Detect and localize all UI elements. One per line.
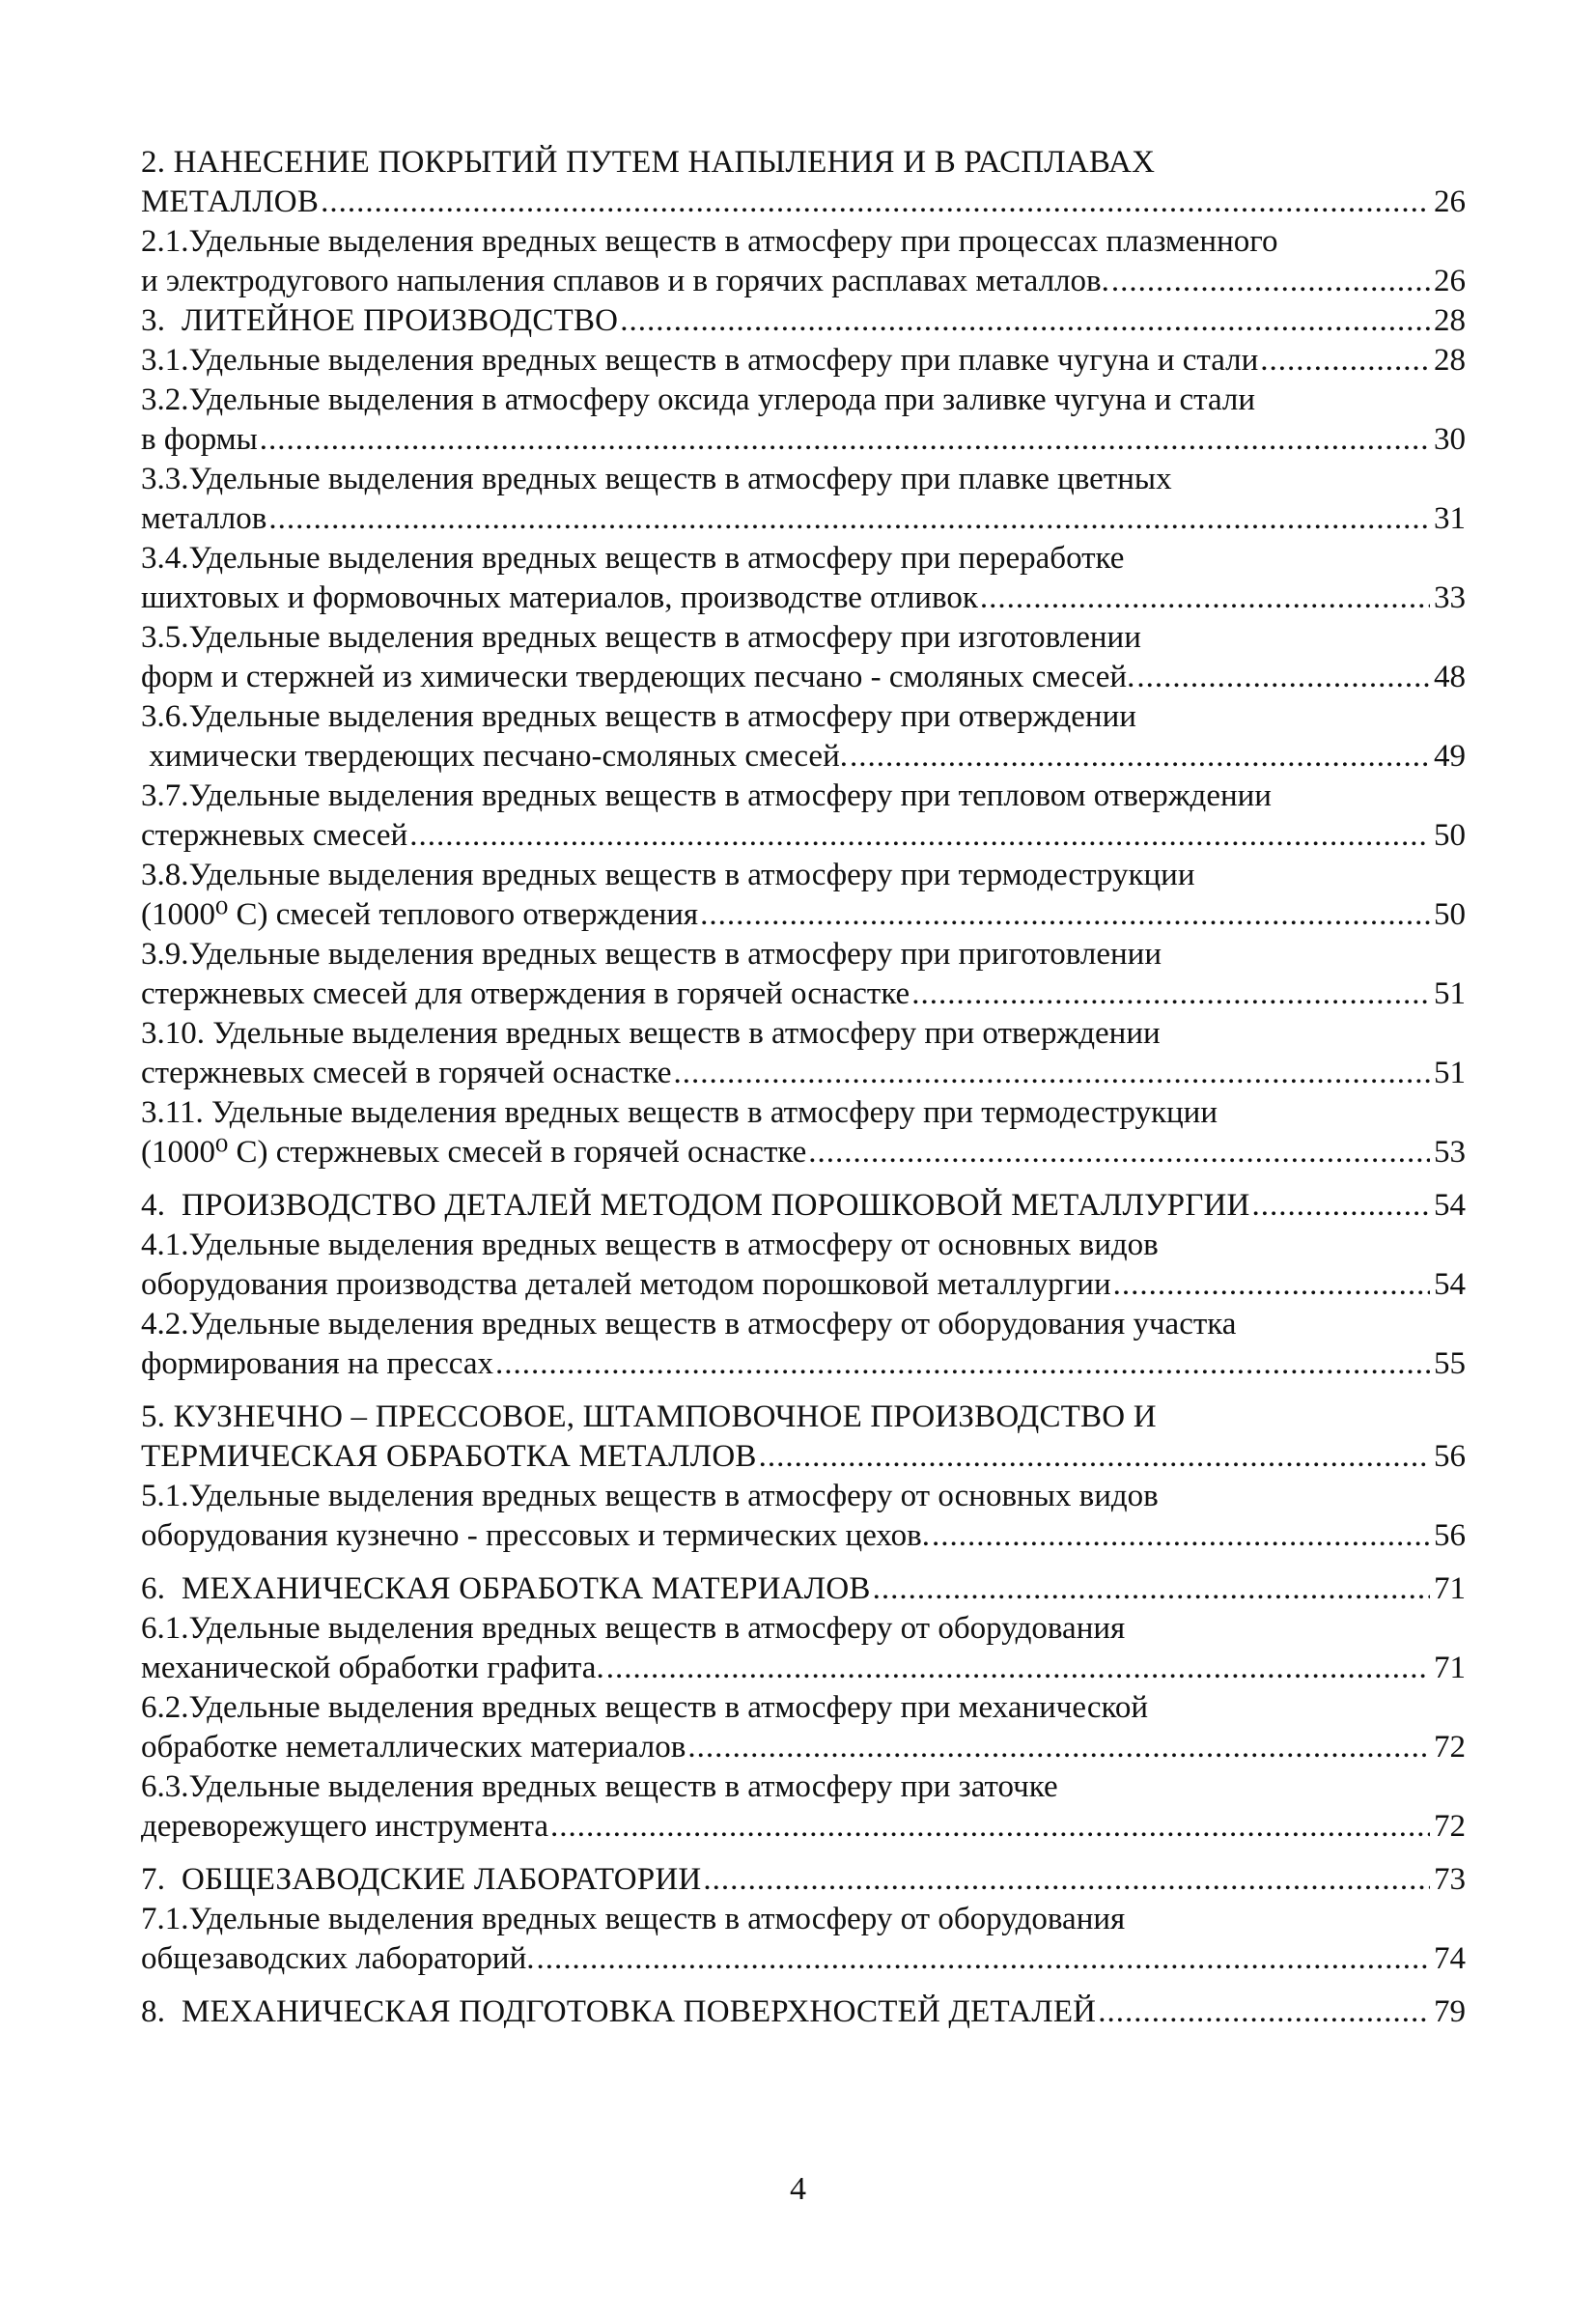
toc-page-number: 54 (1434, 1267, 1466, 1302)
toc-entry-text: 8. МЕХАНИЧЕСКАЯ ПОДГОТОВКА ПОВЕРХНОСТЕЙ ДЕТАЛЕЙ (141, 1994, 1097, 2029)
toc-entry-text: шихтовых и формовочных материалов, производстве отливок (141, 580, 978, 615)
toc-page-number: 28 (1434, 343, 1466, 378)
toc-entry-line: 4.2.Удельные выделения вредных веществ в атмосферу от оборудования участка (141, 1307, 1237, 1342)
dot-leader (674, 1054, 1430, 1093)
toc-entry-last-line (141, 1516, 1466, 1556)
dot-leader (321, 183, 1430, 222)
toc-section-entry[interactable] (141, 777, 1466, 856)
toc-page-number: 31 (1434, 501, 1466, 536)
dot-leader (1113, 1265, 1430, 1305)
toc-entry-text: ТЕРМИЧЕСКАЯ ОБРАБОТКА МЕТАЛЛОВ (141, 1439, 757, 1474)
toc-entry-last-line (141, 1265, 1466, 1305)
toc-entry-last-line (141, 816, 1466, 856)
toc-entry-last-line (141, 1133, 1466, 1172)
toc-chapter-entry[interactable] (141, 301, 1466, 341)
toc-section-entry[interactable] (141, 381, 1466, 460)
toc-entry-last-line (141, 1649, 1466, 1688)
dot-leader (1111, 262, 1430, 301)
toc-entry-last-line (141, 499, 1466, 539)
table-of-contents (141, 143, 1466, 2032)
toc-section-entry[interactable] (141, 1093, 1466, 1172)
toc-section-entry[interactable] (141, 1477, 1466, 1556)
dot-leader (1136, 658, 1430, 697)
toc-entry-last-line (141, 1807, 1466, 1847)
toc-section-entry[interactable] (141, 222, 1466, 301)
dot-leader (409, 816, 1430, 856)
toc-page-number: 50 (1434, 897, 1466, 932)
toc-page-number: 72 (1434, 1730, 1466, 1765)
toc-entry-line: 6.2.Удельные выделения вредных веществ в атмосферу при механической (141, 1690, 1149, 1725)
toc-section-entry[interactable] (141, 856, 1466, 935)
toc-page-number: 56 (1434, 1518, 1466, 1553)
toc-entry-text: стержневых смесей в горячей оснастке (141, 1056, 672, 1090)
toc-page-number: 79 (1434, 1994, 1466, 2029)
toc-entry-line: 2. НАНЕСЕНИЕ ПОКРЫТИЙ ПУТЕМ НАПЫЛЕНИЯ И В РАСПЛАВАХ (141, 145, 1156, 180)
toc-entry-text: формирования на прессах (141, 1346, 493, 1381)
toc-entry-line: 3.5.Удельные выделения вредных веществ в атмосферу при изготовлении (141, 620, 1141, 655)
dot-leader (759, 1437, 1430, 1477)
toc-entry-last-line (141, 341, 1466, 381)
toc-entry-text: (1000⁰ С) стержневых смесей в горячей оснастке (141, 1135, 807, 1170)
dot-leader (932, 1516, 1430, 1556)
toc-page-number: 50 (1434, 818, 1466, 853)
toc-page-number: 51 (1434, 976, 1466, 1011)
toc-chapter-entry[interactable] (141, 1186, 1466, 1226)
dot-leader (260, 420, 1430, 460)
toc-entry-text: оборудования кузнечно - прессовых и термических цехов. (141, 1518, 930, 1553)
toc-entry-text: металлов (141, 501, 267, 536)
toc-entry-last-line (141, 183, 1466, 222)
dot-leader (687, 1728, 1430, 1767)
toc-section-entry[interactable] (141, 618, 1466, 697)
toc-page-number: 26 (1434, 184, 1466, 219)
toc-entry-line: 3.9.Удельные выделения вредных веществ в атмосферу при приготовлении (141, 937, 1162, 972)
toc-entry-text: 6. МЕХАНИЧЕСКАЯ ОБРАБОТКА МАТЕРИАЛОВ (141, 1571, 871, 1606)
toc-page-number: 51 (1434, 1056, 1466, 1090)
toc-page-number: 30 (1434, 422, 1466, 457)
toc-entry-text: механической обработки графита. (141, 1651, 604, 1685)
toc-entry-line: 3.10. Удельные выделения вредных веществ в атмосферу при отверждении (141, 1016, 1161, 1051)
toc-entry-line: 3.11. Удельные выделения вредных веществ в атмосферу при термодеструкции (141, 1095, 1218, 1130)
toc-page-number: 72 (1434, 1809, 1466, 1844)
toc-entry-line: 3.4.Удельные выделения вредных веществ в атмосферу при переработке (141, 541, 1125, 576)
toc-entry-text: общезаводских лабораторий. (141, 1941, 535, 1976)
toc-entry-last-line (141, 301, 1466, 341)
dot-leader (873, 1569, 1430, 1609)
toc-entry-line: 2.1.Удельные выделения вредных веществ в атмосферу при процессах плазменного (141, 224, 1278, 259)
toc-entry-last-line (141, 579, 1466, 618)
toc-section-entry[interactable] (141, 1305, 1466, 1384)
toc-entry-text: обработке неметаллических материалов (141, 1730, 686, 1765)
toc-entry-text: МЕТАЛЛОВ (141, 184, 320, 219)
toc-entry-line: 3.8.Удельные выделения вредных веществ в атмосферу при термодеструкции (141, 858, 1195, 892)
toc-entry-text: и электродугового напыления сплавов и в горячих расплавах металлов. (141, 264, 1109, 298)
toc-page-number: 33 (1434, 580, 1466, 615)
toc-entry-line: 3.2.Удельные выделения в атмосферу оксида углерода при заливке чугуна и стали (141, 382, 1256, 417)
toc-page-number: 26 (1434, 264, 1466, 298)
dot-leader (1098, 1992, 1430, 2032)
toc-entry-last-line (141, 895, 1466, 935)
toc-section-entry[interactable] (141, 341, 1466, 381)
toc-page-number: 71 (1434, 1651, 1466, 1685)
toc-section-entry[interactable] (141, 460, 1466, 539)
toc-entry-last-line (141, 1728, 1466, 1767)
toc-entry-text: стержневых смесей для отверждения в горячей оснастке (141, 976, 910, 1011)
toc-chapter-entry[interactable] (141, 1398, 1466, 1477)
toc-entry-text: 3. ЛИТЕЙНОЕ ПРОИЗВОДСТВО (141, 303, 619, 338)
toc-entry-text: дереворежущего инструмента (141, 1809, 548, 1844)
toc-section-entry[interactable] (141, 1767, 1466, 1847)
toc-section-entry[interactable] (141, 1900, 1466, 1979)
toc-entry-last-line (141, 1939, 1466, 1979)
toc-entry-last-line (141, 262, 1466, 301)
dot-leader (980, 579, 1430, 618)
toc-entry-line: 3.6.Удельные выделения вредных веществ в атмосферу при отверждении (141, 699, 1136, 734)
toc-page-number: 74 (1434, 1941, 1466, 1976)
toc-entry-text: 7. ОБЩЕЗАВОДСКИЕ ЛАБОРАТОРИИ (141, 1862, 702, 1897)
toc-section-entry[interactable] (141, 1609, 1466, 1688)
dot-leader (550, 1807, 1430, 1847)
toc-page-number: 56 (1434, 1439, 1466, 1474)
toc-chapter-entry[interactable] (141, 143, 1466, 222)
toc-entry-text: химически твердеющих песчано-смоляных смесей. (141, 739, 848, 774)
toc-entry-last-line (141, 658, 1466, 697)
toc-entry-text: в формы (141, 422, 258, 457)
dot-leader (808, 1133, 1430, 1172)
dot-leader (1260, 341, 1430, 381)
toc-chapter-entry[interactable] (141, 1860, 1466, 1900)
toc-entry-last-line (141, 737, 1466, 777)
toc-entry-last-line (141, 420, 1466, 460)
dot-leader (700, 895, 1430, 935)
toc-entry-last-line (141, 974, 1466, 1014)
toc-entry-text: 4. ПРОИЗВОДСТВО ДЕТАЛЕЙ МЕТОДОМ ПОРОШКОВОЙ МЕТАЛЛУРГИИ (141, 1188, 1250, 1223)
toc-section-entry[interactable] (141, 935, 1466, 1014)
dot-leader (1252, 1186, 1430, 1226)
toc-section-entry[interactable] (141, 539, 1466, 618)
toc-page-number: 48 (1434, 660, 1466, 694)
toc-entry-last-line (141, 1186, 1466, 1226)
toc-entry-line: 3.7.Удельные выделения вредных веществ в атмосферу при тепловом отверждении (141, 778, 1272, 813)
toc-entry-last-line (141, 1992, 1466, 2032)
toc-entry-text: оборудования производства деталей методом порошковой металлургии (141, 1267, 1111, 1302)
toc-entry-text: стержневых смесей (141, 818, 408, 853)
toc-entry-last-line (141, 1860, 1466, 1900)
toc-entry-text: (1000⁰ С) смесей теплового отверждения (141, 897, 699, 932)
toc-page-number: 49 (1434, 739, 1466, 774)
toc-entry-line: 6.1.Удельные выделения вредных веществ в атмосферу от оборудования (141, 1611, 1126, 1646)
toc-entry-line: 3.3.Удельные выделения вредных веществ в атмосферу при плавке цветных (141, 462, 1172, 496)
toc-section-entry[interactable] (141, 697, 1466, 777)
toc-entry-line: 6.3.Удельные выделения вредных веществ в атмосферу при заточке (141, 1769, 1058, 1804)
toc-page-number: 73 (1434, 1862, 1466, 1897)
toc-entry-text: форм и стержней из химически твердеющих песчано - смоляных смесей. (141, 660, 1135, 694)
dot-leader (911, 974, 1430, 1014)
toc-entry-line: 5. КУЗНЕЧНО – ПРЕССОВОЕ, ШТАМПОВОЧНОЕ ПРОИЗВОДСТВО И (141, 1399, 1157, 1434)
toc-entry-text: 3.1.Удельные выделения вредных веществ в атмосферу при плавке чугуна и стали (141, 343, 1259, 378)
toc-section-entry[interactable] (141, 1688, 1466, 1767)
toc-entry-line: 4.1.Удельные выделения вредных веществ в атмосферу от основных видов (141, 1228, 1159, 1262)
toc-entry-last-line (141, 1437, 1466, 1477)
toc-entry-last-line (141, 1054, 1466, 1093)
toc-page-number: 53 (1434, 1135, 1466, 1170)
toc-page-number: 55 (1434, 1346, 1466, 1381)
toc-section-entry[interactable] (141, 1014, 1466, 1093)
page-number: 4 (790, 2171, 806, 2207)
dot-leader (703, 1860, 1430, 1900)
toc-entry-line: 5.1.Удельные выделения вредных веществ в атмосферу от основных видов (141, 1479, 1159, 1513)
toc-chapter-entry[interactable] (141, 1569, 1466, 1609)
toc-page-number: 54 (1434, 1188, 1466, 1223)
toc-page-number: 28 (1434, 303, 1466, 338)
dot-leader (850, 737, 1430, 777)
dot-leader (495, 1344, 1430, 1384)
toc-entry-last-line (141, 1569, 1466, 1609)
toc-page-number: 71 (1434, 1571, 1466, 1606)
dot-leader (606, 1649, 1430, 1688)
dot-leader (536, 1939, 1430, 1979)
toc-section-entry[interactable] (141, 1226, 1466, 1305)
toc-chapter-entry[interactable] (141, 1992, 1466, 2032)
dot-leader (620, 301, 1430, 341)
toc-entry-line: 7.1.Удельные выделения вредных веществ в атмосферу от оборудования (141, 1902, 1126, 1936)
toc-entry-last-line (141, 1344, 1466, 1384)
dot-leader (268, 499, 1430, 539)
